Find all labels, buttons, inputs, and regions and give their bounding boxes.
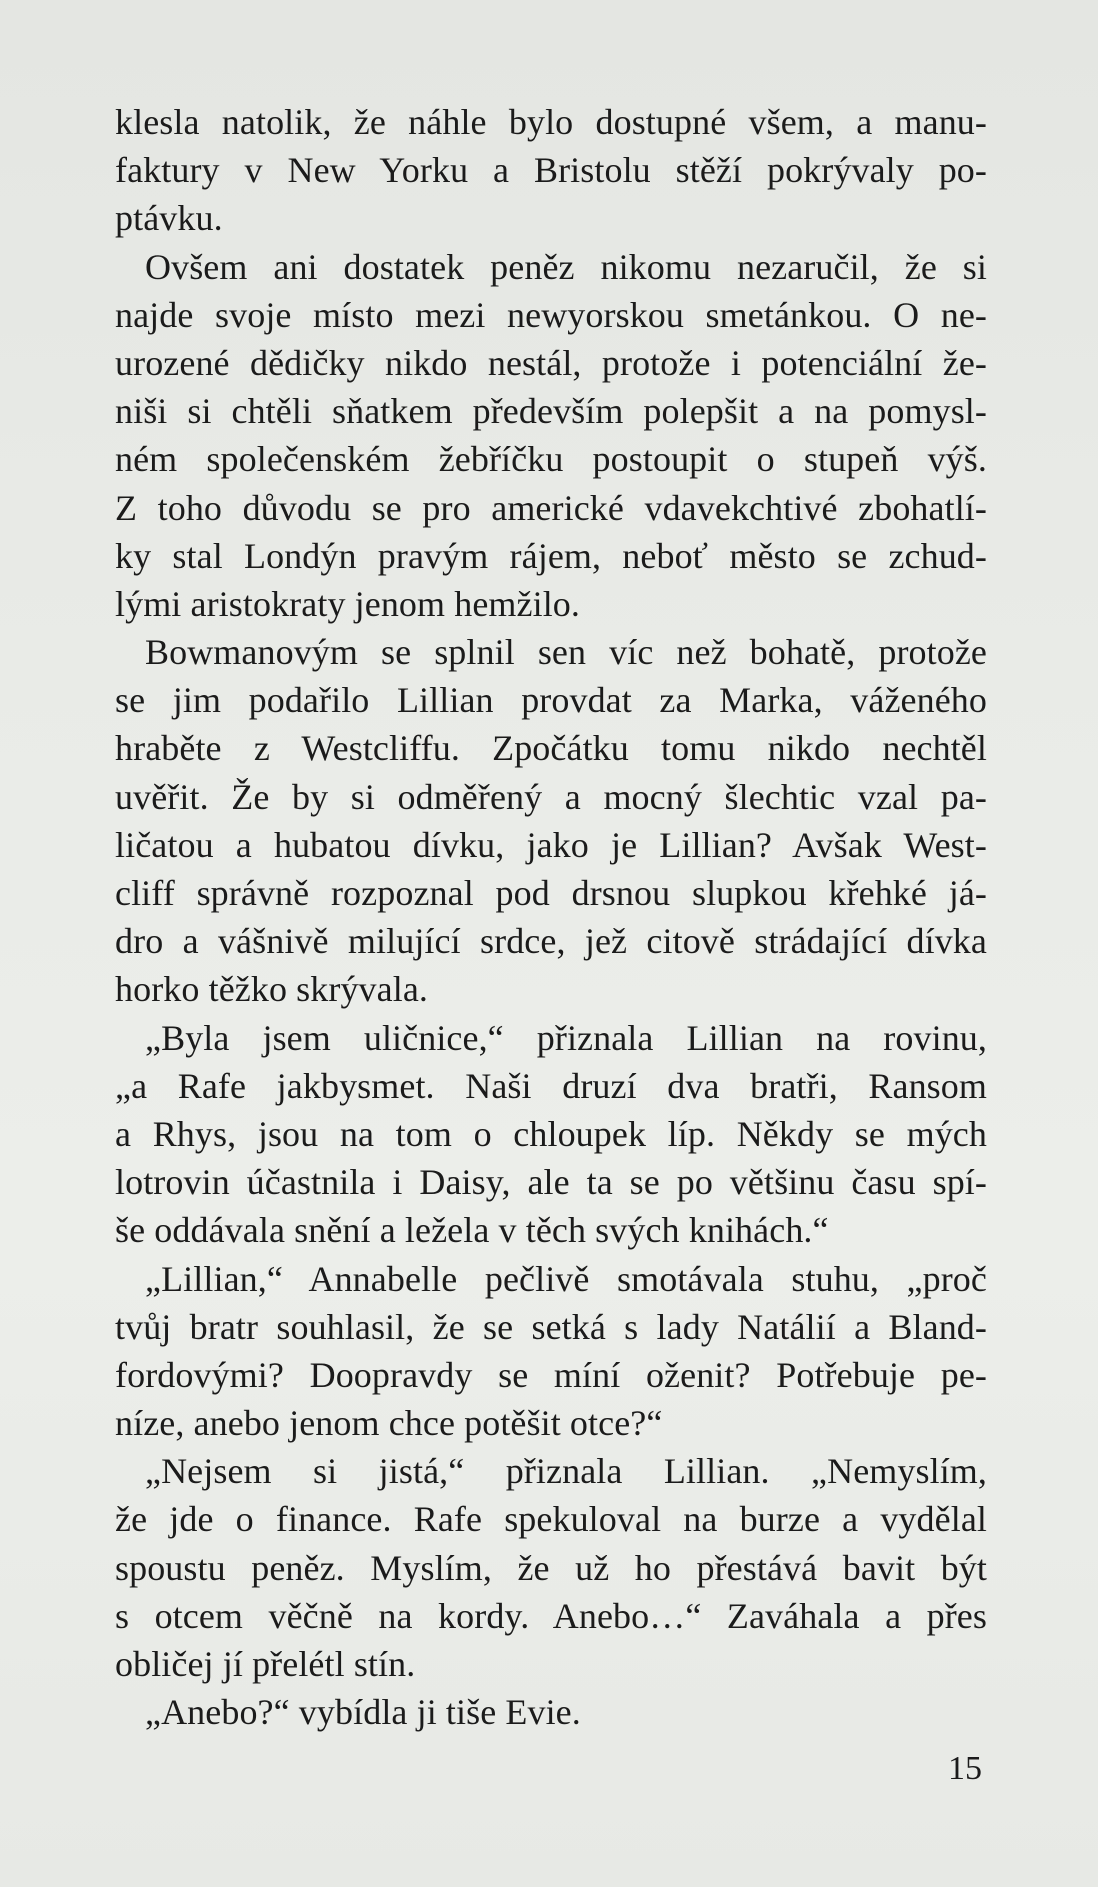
text-line: níze, anebo jenom chce potěšit otce?“ <box>115 1403 663 1444</box>
paragraph <box>115 1014 987 1255</box>
paragraph <box>115 628 987 1014</box>
text-line: klesla natolik, že náhle bylo dostupné všem, a manu- <box>115 102 987 142</box>
text-line: „Lillian,“ Annabelle pečlivě smotávala stuhu, „proč <box>145 1258 987 1299</box>
text-line: obličej jí přelétl stín. <box>115 1644 416 1684</box>
text-line: tvůj bratr souhlasil, že se setká s lady Natálií a Bland- <box>115 1306 987 1347</box>
text-line: se jim podařilo Lillian provdat za Marka, váženého <box>115 680 987 721</box>
text-line: Bowmanovým se splnil sen víc než bohatě, protože <box>145 632 987 673</box>
paragraph <box>115 1447 987 1688</box>
text-line: dro a vášnivě milující srdce, jež citově strádající dívka <box>115 921 987 962</box>
text-line: spoustu peněz. Myslím, že už ho přestává bavit být <box>115 1547 987 1588</box>
text-line: lými aristokraty jenom hemžilo. <box>115 583 581 624</box>
text-line: ptávku. <box>115 198 223 239</box>
paragraph <box>115 1688 987 1736</box>
paragraph <box>115 1255 987 1448</box>
text-line: „Byla jsem uličnice,“ přiznala Lillian na rovinu, <box>145 1017 987 1058</box>
body-text <box>115 98 987 1736</box>
text-line: Ovšem ani dostatek peněz nikomu nezaručil, že si <box>145 246 987 287</box>
text-line: najde svoje místo mezi newyorskou smetánkou. O ne- <box>115 294 987 335</box>
text-line: še oddávala snění a ležela v těch svých knihách.“ <box>115 1210 829 1251</box>
text-line: Z toho důvodu se pro americké vdavekchtivé zbohatlí- <box>115 487 987 528</box>
text-line: uvěřit. Že by si odměřený a mocný šlechtic vzal pa- <box>115 776 987 817</box>
text-line: urozené dědičky nikdo nestál, protože i potenciální že- <box>115 342 987 383</box>
text-line: ličatou a hubatou dívku, jako je Lillian? Avšak West- <box>115 824 987 865</box>
text-line: „a Rafe jakbysmet. Naši druzí dva bratři, Ransom <box>115 1065 987 1106</box>
text-line: s otcem věčně na kordy. Anebo…“ Zaváhala a přes <box>115 1595 987 1636</box>
text-line: faktury v New Yorku a Bristolu stěží pokrývaly po- <box>115 150 987 191</box>
text-line: a Rhys, jsou na tom o chloupek líp. Někdy se mých <box>115 1113 987 1154</box>
text-line: „Nejsem si jistá,“ přiznala Lillian. „Nemyslím, <box>145 1451 987 1492</box>
text-line: ném společenském žebříčku postoupit o stupeň výš. <box>115 439 987 480</box>
page-number: 15 <box>948 1750 982 1787</box>
text-line: horko těžko skrývala. <box>115 969 429 1010</box>
paragraph <box>115 243 987 629</box>
text-line: niši si chtěli sňatkem především polepšit a na pomysl- <box>115 391 987 432</box>
text-line: hraběte z Westcliffu. Zpočátku tomu nikdo nechtěl <box>115 728 987 769</box>
text-line: „Anebo?“ vybídla ji tiše Evie. <box>145 1692 581 1733</box>
text-line: ky stal Londýn pravým rájem, neboť město se zchud- <box>115 535 987 576</box>
text-line: lotrovin účastnila i Daisy, ale ta se po většinu času spí- <box>115 1162 987 1203</box>
text-line: fordovými? Doopravdy se míní oženit? Potřebuje pe- <box>115 1354 987 1395</box>
text-line: že jde o finance. Rafe spekuloval na burze a vydělal <box>115 1499 987 1540</box>
paragraph <box>115 98 987 243</box>
text-line: cliff správně rozpoznal pod drsnou slupkou křehké já- <box>115 873 987 913</box>
